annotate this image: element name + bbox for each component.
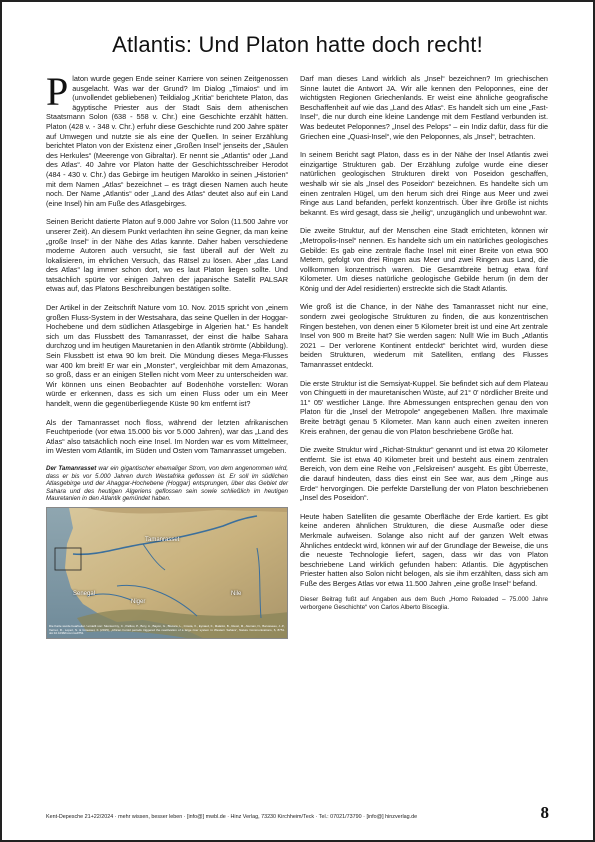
map-graphic — [47, 508, 288, 639]
article-paragraph-10: Die zweite Struktur wird „Richat-Struktur“ genannt und ist etwa 20 Kilometer entfernt. Sie ist etwa 40 Kilometer breit und besteht aus einem zentralen Bereich, von dem eine Reihe von „Felskreisen“ ausgeht. Es gibt Überreste, die darauf hindeuten, dass dies einst ein See war, aus dem „Ringe aus Erde“ hervorgingen. Die perfekte Darstellung der von Platon beschriebenen „Insel des Poseidon“. — [300, 445, 548, 503]
page-footer: Kent-Depesche 21+22/2024 · mehr wissen, besser leben · [info@] mwbl.de · Hinz Verlag, 73230 Kirchheim/Teck · Tel.: 07021/73790 · [info@] hinzverlag.de — [46, 814, 418, 820]
article-paragraph-1 — [46, 69, 288, 208]
article-paragraph-4: Als der Tamanrasset noch floss, während der letzten afrikanischen Feuchtperiode (vor etwa 15.000 bis vor 5.000 Jahren), war das „Land des Atlas“ also tatsächlich noch eine Insel. Im Norden war es vom Mittelmeer, im Westen vom Atlantik, im Süden und Osten vom Tamanrasset umgeben. — [46, 417, 288, 456]
article-paragraph-9: Die erste Struktur ist die Semsiyat-Kuppel. Sie befindet sich auf dem Plateau von Chinguetti in der mauretanischen Wüste, auf 21° 0' nördlicher Breite und 11° 05' westlicher Länge. Ihre Abmessungen entsprechen genau den von Platon für die „Insel der Metropole“ angegebenen Maßen. Ihre maximale Breite beträgt genau 5 Kilometer. Man kann auch einen zweiten inneren Kreis erahnen, der genau die von Platon beschriebene Größe hat. — [300, 378, 548, 436]
map-credit: Die Karte wurde bearbeitet / erstellt von: Skonieczny, C., Paillou, P., Bory, A., Bayon, G., Biscara, L., Crosta, X., Eynaud, F., Malaizé, B., Revel, M., Aleman, N., Barusseau, J.-P., Vernet, R., Lopez, S. & Grousset, F. (2015), „African humid periods triggered the reactivation of a large river system in Western Sahara“, Nature Communications, 6, 8751. doi:10.1038/ncomms9751 — [49, 624, 285, 636]
caption-text: war ein gigantischer ehemaliger Strom, von dem angenommen wird, dass er bis vor 5.000 Jahren durch Westafrika geflossen ist. Er soll im südlichen Atlasgebirge und der Ahaggar-Hochebene (Hoggar) entsprungen, über das Gebiet der Sahara und des heutigen Algeriens geflossen sein sowie schließlich im heutigen Mauretanien in den Atlantik gemündet haben. — [46, 464, 289, 503]
article-paragraph-7: Die zweite Struktur, auf der Menschen eine Stadt errichteten, können wir „Metropolis-Insel“ nennen. Es handelte sich um ein natürliches geologisches Gebilde: Es gab eine zentrale flache Insel mit einer Breite von etwa 900 Metern, gefolgt von drei Ringen aus Meer und zwei Ringen aus Land, die vollkommen konzentrisch waren. Die Gesamtbreite betrug etwa fünf Kilometer. Um dieses natürliche geologische Gebilde herum (in dem der König und der Adel residierten) erstreckte sich die Stadt Atlantis. — [300, 226, 548, 293]
map-label-nile: Nile — [231, 590, 242, 597]
article-paragraph-11: Heute haben Satelliten die gesamte Oberfläche der Erde kartiert. Es gibt keine anderen ähnlichen Strukturen, die diese Ausmaße oder diese Merkmale aufweisen. Solange also nicht auf der ganzen Welt etwas Ähnliches entdeckt wird, können wir auf der Grundlage der Beweise, die uns die neueste Technologie liefert, sagen, dass wir das von Platon beschriebene Land wirklich gefunden haben: Atlantis. Die ägyptischen Priester hatten also Solon nicht belogen, als sie ihm erzählten, dass sich am Fuße des Berges Atlas vor etwa 11.500 Jahren „eine große Insel“ befand. — [300, 511, 548, 588]
article-paragraph-6: In seinem Bericht sagt Platon, dass es in der Nähe der Insel Atlantis zwei einzigartige Strukturen gab. Der Erzählung zufolge wurde eine dieser natürlichen geologischen Strukturen direkt von Poseidon geschaffen, weshalb wir sie als „Insel des Poseidon“ bezeichnen. Es handelte sich um einen zentralen Hügel, um den herum sich drei Ringe aus Meer und zwei Ringe aus Land befanden, perfekt konzentrisch. Über ihre Größe ist nichts bekannt. Es wird gesagt, dass sie „heilig“, unzugänglich und unbewohnt war. — [300, 150, 548, 217]
article-paragraph-5: Darf man dieses Land wirklich als „Insel“ bezeichnen? Im griechischen Sinne lautet die Antwort JA. Wir alle kennen den Peloponnes, eine der wichtigsten Regionen Griechenlands. Er weist eine ähnliche geografische Beschaffenheit auf wie das „Land des Atlas“. Es handelt sich um eine „Fast-Insel“, die nur durch eine kleine Landenge mit dem Festland verbunden ist. Was bedeutet Peloponnes? „Insel des Pelops“ – ein Indiz dafür, dass für die Griechen eine „Quasi-Insel“, wie den Peloponnes, als „Insel“, betrachten. — [300, 74, 548, 141]
drop-cap: P — [46, 69, 69, 114]
paragraph-text: laton wurde gegen Ende seiner Karriere von seinen Zeitgenossen ausgelacht. Was war der Grund? Im Dialog „Timaios“ und im (unvollendet gebliebenen) Teildialog „Kritia“ berichtete Platon, das ägyptische Priester aus der Stadt Sais dem athenischen Staatsmann Solon (638 - 558 v. Chr.) eine Geschichte erzählt hätten. Platon (428 v. - 348 v. Chr.) erfuhr diese Geschichte rund 200 Jahre später auf Umwegen und nutzte sie als eine der Quellen. In seiner Erzählung berichtet Platon von der Existenz einer „Großen Insel“ jenseits der „Säulen des Herkules“ (Meerenge von Gibraltar). Er nennt sie „Atlantis“ oder „Land des Atlas“. 40 Jahre vor Platon hatte der Geschichtsschreiber Herodot (484 - 430 v. Chr.) das Gebirge im heutigen Marokko in seinen „Historien“ mit dem Namen „Atlas“ bezeichnet – es trägt diesen Namen auch heute noch. Der Name „Atlantis“ oder „Land des Atlas“ deutet also auf ein Land (eine Insel) hin am Fuße des Atlasgebirges. — [46, 74, 288, 208]
left-column — [46, 69, 289, 639]
article-paragraph-3: Der Artikel in der Zeitschrift Nature vom 10. Nov. 2015 spricht von „einem großen Fluss-System in der Westsahara, das seine Quellen in der Hoggar-Hochebene und dem südlichen Atlasgebirge in Algerien hat.“ Es handelt sich um das Flussbett des Tamanrasset, der einst die halbe Sahara durchzog und im heutigen Mauretanien in den Atlantik strömte (Abbildung). Sein Flussbett ist etwa 90 km breit. Die Mündung dieses Mega-Flusses war 400 km breit! Er war ein „Monster“, vergleichbar mit dem Amazonas, so groß, dass er an einigen Stellen nicht vom Meer zu unterscheiden war. Wir können uns einen Beobachter auf Bodenhöhe vorstellen: Woran würde er erkennen, dass es sich um einen Fluss oder um ein Meer handelt, wenn die gegenüberliegende Küste 90 km entfernt ist? — [46, 303, 288, 408]
article-paragraph-8: Wie groß ist die Chance, in der Nähe des Tamanrasset nicht nur eine, sondern zwei geologische Strukturen zu finden, die aus konzentrischen Ringen bestehen, von denen einer 5 Kilometer breit ist und eine Art zentrale Insel von 900 m Breite hat? Sie werden sagen: Null! Wie im Buch „Atlantis 2021 – Der verlorene Kontinent entdeckt“ berichtet wird, wurden diese beiden Strukturen, wiederum mit Satelliten, entlang des Flusses Tamanrasset entdeckt. — [300, 302, 548, 370]
source-note: Dieser Beitrag fußt auf Angaben aus dem Buch „Homo Reloaded – 75.000 Jahre verborgene Geschichte“ von Carlos Alberto Bisceglia. — [300, 595, 548, 611]
article-paragraph-2: Seinen Bericht datierte Platon auf 9.000 Jahre vor Solon (11.500 Jahre vor unserer Zeit). An diesem Punkt verlachten ihn seine Gegner, da man keine „große Insel“ in der Nähe des Atlas kannte. Daher haben verschiedene moderne Autoren auch versucht, sie fast überall auf der Welt zu lokalisieren, im ehrlichen Versuch, das Rätsel zu lösen. Aber „das Land des Atlas“ lag immer schon dort, wo es laut Platon liegen sollte. Und tatsächlich spürte vor einigen Jahren der japanische Satellit PALSAR etwas auf, das Platons Beschreibungen bestätigen sollte. — [46, 217, 288, 294]
map-label-niger: Niger — [131, 598, 146, 605]
page-number: 8 — [540, 803, 549, 822]
map-label-tamanrasset: Tamanrasset — [145, 536, 180, 543]
map-caption — [46, 465, 288, 503]
article-title: Atlantis: Und Platon hatte doch recht! — [112, 32, 483, 57]
right-column — [300, 74, 548, 621]
caption-lead: Der Tamanrasset — [46, 464, 97, 472]
tamanrasset-map — [46, 507, 288, 639]
map-label-senegal: Senegal — [73, 590, 96, 597]
